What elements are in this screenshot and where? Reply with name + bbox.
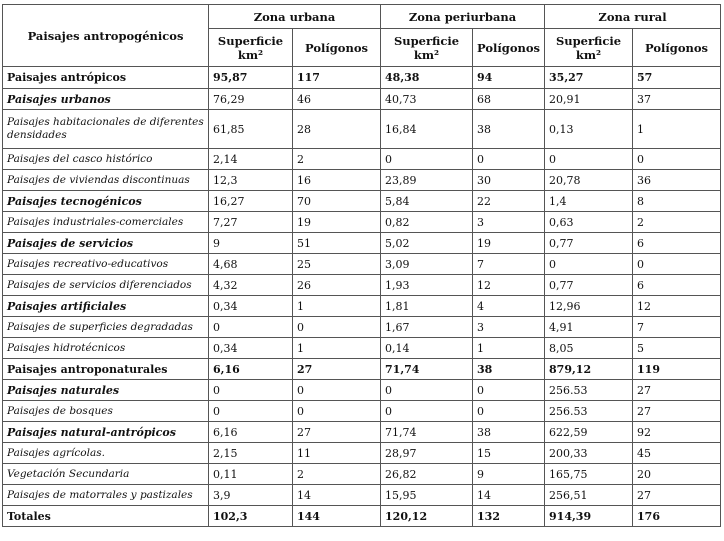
polygons-cell: 94 xyxy=(473,67,545,89)
surface-cell: 23,89 xyxy=(381,170,473,191)
table-row xyxy=(3,485,721,506)
row-name: Paisajes antroponaturales xyxy=(3,359,209,380)
surface-cell: 1,67 xyxy=(381,317,473,338)
polygons-cell: 30 xyxy=(473,170,545,191)
surface-cell: 3,9 xyxy=(209,485,293,506)
polygons-cell: 46 xyxy=(293,89,381,110)
surface-cell: 4,32 xyxy=(209,275,293,296)
polygons-cell: 9 xyxy=(473,464,545,485)
surface-cell: 8,05 xyxy=(545,338,633,359)
row-name: Paisajes artificiales xyxy=(3,296,209,317)
surface-cell: 0 xyxy=(381,149,473,170)
surface-cell: 95,87 xyxy=(209,67,293,89)
polygons-cell: 5 xyxy=(633,338,721,359)
surface-cell: 1,81 xyxy=(381,296,473,317)
polygons-cell: 1 xyxy=(293,296,381,317)
surface-cell: 12,96 xyxy=(545,296,633,317)
polygons-cell: 25 xyxy=(293,254,381,275)
surface-cell: 4,68 xyxy=(209,254,293,275)
surface-cell: 40,73 xyxy=(381,89,473,110)
surface-cell: 0,77 xyxy=(545,233,633,254)
subheader-polygons: Polígonos xyxy=(293,29,381,67)
polygons-cell: 45 xyxy=(633,443,721,464)
polygons-cell: 1 xyxy=(633,110,721,149)
row-name: Paisajes de servicios diferenciados xyxy=(3,275,209,296)
table-row xyxy=(3,464,721,485)
table-header xyxy=(3,5,721,67)
polygons-cell: 92 xyxy=(633,422,721,443)
table-row xyxy=(3,422,721,443)
surface-cell: 0 xyxy=(545,254,633,275)
surface-cell: 71,74 xyxy=(381,359,473,380)
polygons-cell: 6 xyxy=(633,233,721,254)
polygons-cell: 16 xyxy=(293,170,381,191)
surface-cell: 256,51 xyxy=(545,485,633,506)
polygons-cell: 19 xyxy=(473,233,545,254)
polygons-cell: 38 xyxy=(473,422,545,443)
polygons-cell: 27 xyxy=(633,485,721,506)
row-name: Paisajes de matorrales y pastizales xyxy=(3,485,209,506)
polygons-cell: 3 xyxy=(473,212,545,233)
surface-cell: 165,75 xyxy=(545,464,633,485)
surface-cell: 15,95 xyxy=(381,485,473,506)
row-name: Paisajes habitacionales de diferentes densidades xyxy=(3,110,209,149)
row-name: Paisajes de servicios xyxy=(3,233,209,254)
surface-cell: 16,84 xyxy=(381,110,473,149)
surface-cell: 3,09 xyxy=(381,254,473,275)
surface-cell: 256.53 xyxy=(545,380,633,401)
polygons-cell: 2 xyxy=(293,464,381,485)
table-row xyxy=(3,401,721,422)
polygons-cell: 0 xyxy=(473,149,545,170)
surface-cell: 35,27 xyxy=(545,67,633,89)
subheader-surface: Superficie km² xyxy=(381,29,473,67)
surface-cell: 0,14 xyxy=(381,338,473,359)
surface-cell: 0,77 xyxy=(545,275,633,296)
polygons-cell: 0 xyxy=(633,149,721,170)
row-name: Paisajes tecnogénicos xyxy=(3,191,209,212)
polygons-cell: 1 xyxy=(473,338,545,359)
table-row xyxy=(3,67,721,89)
polygons-cell: 4 xyxy=(473,296,545,317)
zone-header-periurbana: Zona periurbana xyxy=(381,5,545,29)
surface-cell: 16,27 xyxy=(209,191,293,212)
polygons-cell: 70 xyxy=(293,191,381,212)
polygons-cell: 7 xyxy=(633,317,721,338)
table-body xyxy=(3,67,721,527)
row-name: Paisajes de superficies degradadas xyxy=(3,317,209,338)
surface-cell: 4,91 xyxy=(545,317,633,338)
surface-cell: 7,27 xyxy=(209,212,293,233)
surface-cell: 0,34 xyxy=(209,338,293,359)
polygons-cell: 132 xyxy=(473,506,545,527)
subheader-polygons: Polígonos xyxy=(473,29,545,67)
polygons-cell: 68 xyxy=(473,89,545,110)
surface-cell: 0 xyxy=(545,149,633,170)
surface-cell: 0 xyxy=(381,380,473,401)
surface-cell: 1,4 xyxy=(545,191,633,212)
table-row xyxy=(3,296,721,317)
row-name: Vegetación Secundaria xyxy=(3,464,209,485)
polygons-cell: 26 xyxy=(293,275,381,296)
surface-cell: 5,02 xyxy=(381,233,473,254)
surface-cell: 2,15 xyxy=(209,443,293,464)
row-name: Paisajes industriales-comerciales xyxy=(3,212,209,233)
polygons-cell: 36 xyxy=(633,170,721,191)
surface-cell: 1,93 xyxy=(381,275,473,296)
polygons-cell: 144 xyxy=(293,506,381,527)
surface-cell: 61,85 xyxy=(209,110,293,149)
polygons-cell: 15 xyxy=(473,443,545,464)
table-row xyxy=(3,380,721,401)
surface-cell: 102,3 xyxy=(209,506,293,527)
table-row xyxy=(3,317,721,338)
polygons-cell: 22 xyxy=(473,191,545,212)
row-name: Paisajes de bosques xyxy=(3,401,209,422)
polygons-cell: 28 xyxy=(293,110,381,149)
polygons-cell: 0 xyxy=(473,401,545,422)
surface-cell: 20,78 xyxy=(545,170,633,191)
surface-cell: 200,33 xyxy=(545,443,633,464)
polygons-cell: 6 xyxy=(633,275,721,296)
table-row xyxy=(3,275,721,296)
surface-cell: 2,14 xyxy=(209,149,293,170)
polygons-cell: 8 xyxy=(633,191,721,212)
table-row xyxy=(3,359,721,380)
surface-cell: 879,12 xyxy=(545,359,633,380)
polygons-cell: 12 xyxy=(633,296,721,317)
table-row xyxy=(3,110,721,149)
polygons-cell: 3 xyxy=(473,317,545,338)
surface-cell: 0 xyxy=(209,317,293,338)
row-name: Paisajes del casco histórico xyxy=(3,149,209,170)
polygons-cell: 2 xyxy=(293,149,381,170)
row-name: Paisajes urbanos xyxy=(3,89,209,110)
surface-cell: 0,11 xyxy=(209,464,293,485)
surface-cell: 914,39 xyxy=(545,506,633,527)
polygons-cell: 119 xyxy=(633,359,721,380)
table-row xyxy=(3,338,721,359)
polygons-cell: 19 xyxy=(293,212,381,233)
table-row xyxy=(3,443,721,464)
surface-cell: 0 xyxy=(209,401,293,422)
surface-cell: 20,91 xyxy=(545,89,633,110)
table-row xyxy=(3,254,721,275)
polygons-cell: 117 xyxy=(293,67,381,89)
zone-header-rural: Zona rural xyxy=(545,5,721,29)
table-row xyxy=(3,212,721,233)
polygons-cell: 38 xyxy=(473,359,545,380)
row-name: Totales xyxy=(3,506,209,527)
polygons-cell: 1 xyxy=(293,338,381,359)
row-name: Paisajes naturales xyxy=(3,380,209,401)
surface-cell: 0 xyxy=(209,380,293,401)
row-label-header: Paisajes antropogénicos xyxy=(3,5,209,67)
row-name: Paisajes hidrotécnicos xyxy=(3,338,209,359)
surface-cell: 6,16 xyxy=(209,422,293,443)
polygons-cell: 38 xyxy=(473,110,545,149)
polygons-cell: 0 xyxy=(293,317,381,338)
polygons-cell: 176 xyxy=(633,506,721,527)
surface-cell: 0,34 xyxy=(209,296,293,317)
surface-cell: 48,38 xyxy=(381,67,473,89)
row-name: Paisajes recreativo-educativos xyxy=(3,254,209,275)
row-name: Paisajes antrópicos xyxy=(3,67,209,89)
zone-header-urbana: Zona urbana xyxy=(209,5,381,29)
surface-cell: 26,82 xyxy=(381,464,473,485)
polygons-cell: 0 xyxy=(473,380,545,401)
subheader-surface: Superficie km² xyxy=(209,29,293,67)
surface-cell: 9 xyxy=(209,233,293,254)
polygons-cell: 27 xyxy=(633,401,721,422)
polygons-cell: 0 xyxy=(293,401,381,422)
polygons-cell: 2 xyxy=(633,212,721,233)
surface-cell: 0,82 xyxy=(381,212,473,233)
polygons-cell: 14 xyxy=(293,485,381,506)
row-name: Paisajes de viviendas discontinuas xyxy=(3,170,209,191)
polygons-cell: 51 xyxy=(293,233,381,254)
surface-cell: 76,29 xyxy=(209,89,293,110)
polygons-cell: 14 xyxy=(473,485,545,506)
surface-cell: 0,13 xyxy=(545,110,633,149)
table-row xyxy=(3,233,721,254)
subheader-surface: Superficie km² xyxy=(545,29,633,67)
table-row xyxy=(3,170,721,191)
polygons-cell: 12 xyxy=(473,275,545,296)
polygons-cell: 27 xyxy=(633,380,721,401)
surface-cell: 256.53 xyxy=(545,401,633,422)
surface-cell: 6,16 xyxy=(209,359,293,380)
table-row xyxy=(3,149,721,170)
polygons-cell: 0 xyxy=(293,380,381,401)
polygons-cell: 0 xyxy=(633,254,721,275)
surface-cell: 12,3 xyxy=(209,170,293,191)
surface-cell: 5,84 xyxy=(381,191,473,212)
surface-cell: 120,12 xyxy=(381,506,473,527)
table-row xyxy=(3,191,721,212)
polygons-cell: 11 xyxy=(293,443,381,464)
polygons-cell: 37 xyxy=(633,89,721,110)
polygons-cell: 27 xyxy=(293,422,381,443)
polygons-cell: 57 xyxy=(633,67,721,89)
table-container xyxy=(2,4,721,527)
subheader-polygons: Polígonos xyxy=(633,29,721,67)
polygons-cell: 7 xyxy=(473,254,545,275)
surface-cell: 71,74 xyxy=(381,422,473,443)
row-name: Paisajes natural-antrópicos xyxy=(3,422,209,443)
polygons-cell: 27 xyxy=(293,359,381,380)
row-name: Paisajes agrícolas. xyxy=(3,443,209,464)
surface-cell: 0,63 xyxy=(545,212,633,233)
surface-cell: 0 xyxy=(381,401,473,422)
landscape-table xyxy=(2,4,721,527)
table-row xyxy=(3,89,721,110)
table-row xyxy=(3,506,721,527)
surface-cell: 28,97 xyxy=(381,443,473,464)
surface-cell: 622,59 xyxy=(545,422,633,443)
polygons-cell: 20 xyxy=(633,464,721,485)
